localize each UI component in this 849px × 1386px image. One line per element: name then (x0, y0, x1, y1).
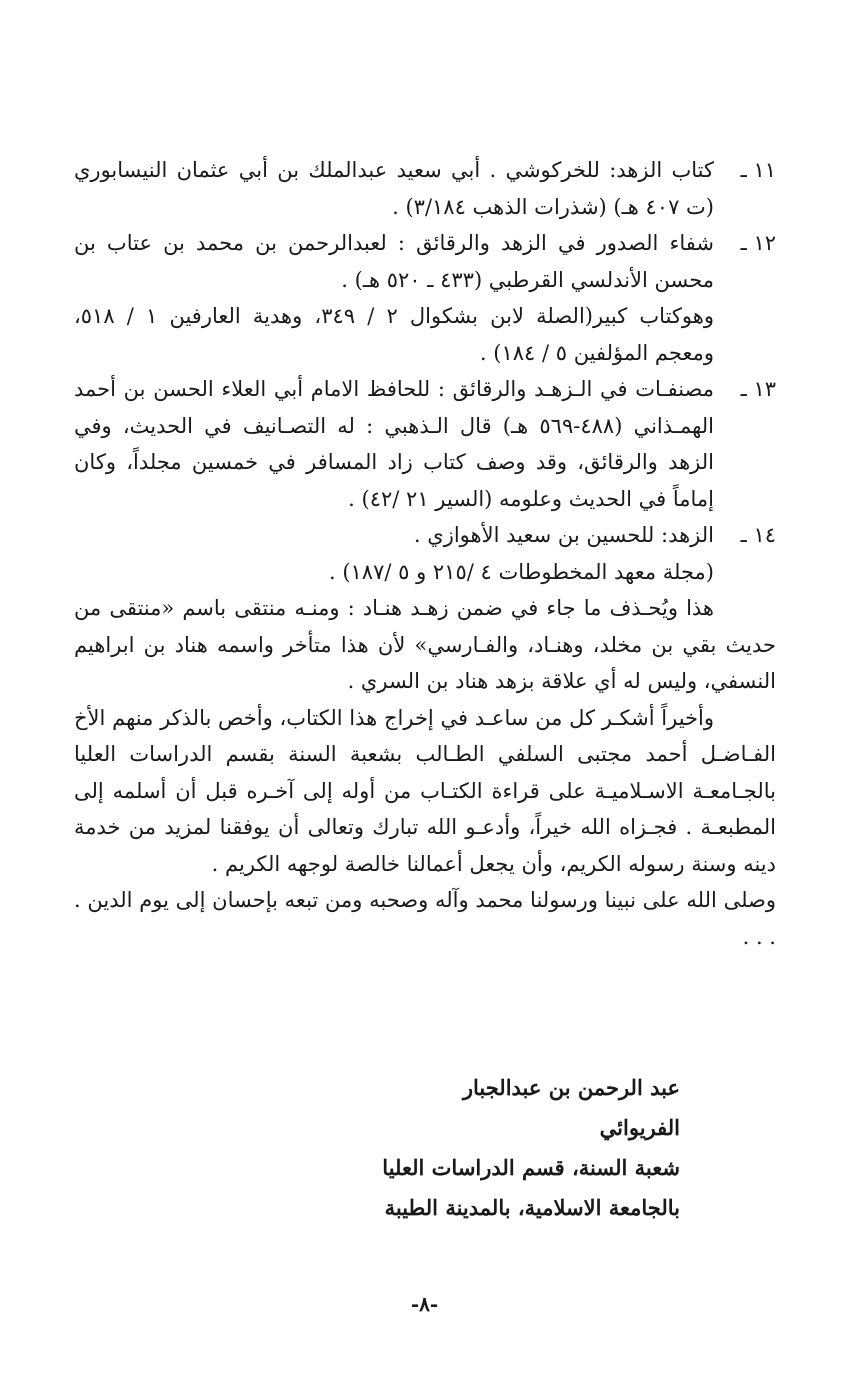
item-text: الزهد: للحسين بن سعيد الأهوازي . (413, 523, 714, 547)
main-text (74, 152, 776, 955)
paragraph: وصلى الله على نبينا ورسولنا محمد وآله وصحبه ومن تبعه بإحسان إلى يوم الدين . . . . (74, 888, 776, 949)
list-item (74, 225, 776, 298)
item-text: مصنفـات في الـزهـد والرقائق : للحافظ الامام أبي العلاء الحسن بن أحمد الهمـذاني (٤٨٨-٥٦٩ هـ) قال الـذهبي : له التصـانيف في الحديث، وفي الزهد والرقائق، وقد وصف كتاب زاد المسافر في خمسين مجلداً، وكان إماماً في الحديث وعلومه (السير ٢١ /٤٢) . (74, 377, 714, 511)
page-number: -٨- (410, 1292, 439, 1316)
paragraph: هذا ويُحـذف ما جاء في ضمن زهـد هنـاد : ومنـه منتقى باسم «منتقى من حديث بقي بن مخلد، وهنـاد، والفـارسي» لأن هذا متأخر واسمه هناد بن ابراهيم النسفي، وليس له أي علاقة بزهد هناد بن السري . (74, 596, 776, 693)
signature-department: شعبة السنة، قسم الدراسات العليا (382, 1155, 680, 1180)
item-number: ١٣ ـ (740, 377, 776, 401)
item-number: ١٢ ـ (740, 231, 776, 255)
list-item (74, 371, 776, 517)
item-text: شفاء الصدور في الزهد والرقائق : لعبدالرحمن بن محمد بن عتاب بن محسن الأندلسي القرطبي (٤٣٣ ـ ٥٢٠ هـ) . (74, 231, 714, 292)
signature-name: عبد الرحمن بن عبدالجبار الفريوائي (462, 1075, 680, 1140)
item-note: وهوكتاب كبير(الصلة لابن بشكوال ٢ / ٣٤٩، وهدية العارفين ١ / ٥١٨، ومعجم المؤلفين ٥ / ١٨٤) . (74, 304, 714, 365)
item-note: (مجلة معهد المخطوطات ٤ /٢١٥ و ٥ /١٨٧) . (328, 559, 714, 584)
item-number: ١١ ـ (740, 158, 776, 182)
paragraph: وأخيراً أشكـر كل من ساعـد في إخراج هذا الكتاب، وأخص بالذكر منهم الأخ الفـاضـل أحمد مجتبى السلفي الطـالب بشعبة السنة بقسم الدراسات العليا بالجـامعـة الاسـلاميـة على قراءة الكتـاب من أوله إلى آخـره قبل أن أسلمه إلى المطبعـة . فجـزاه الله خيراً، وأدعـو الله تبارك وتعالى أن يوفقنا لمزيد من خدمة دينه وسنة رسوله الكريم، وأن يجعل أعمالنا خالصة لوجهه الكريم . (74, 705, 776, 876)
item-text: كتاب الزهد: للخركوشي . أبي سعيد عبدالملك بن أبي عثمان النيسابوري (ت ٤٠٧ هـ) (شذرات الذهب ٣/١٨٤) . (74, 158, 714, 219)
item-number: ١٤ ـ (740, 523, 776, 547)
list-item (74, 152, 776, 225)
list-item (74, 517, 776, 554)
signature-block (380, 1068, 680, 1228)
signature-institution: بالجامعة الاسلامية، بالمدينة الطيبة (384, 1195, 680, 1220)
